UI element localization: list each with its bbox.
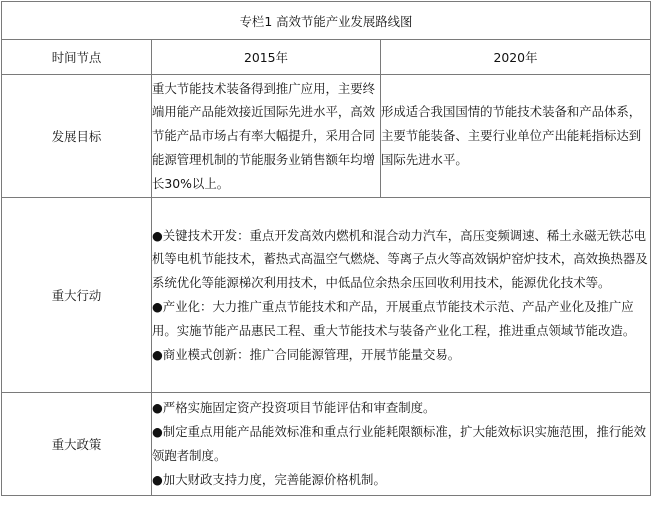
policy-item-fiscal: ●加大财政支持力度，完善能源价格机制。 bbox=[152, 471, 386, 487]
row-label-policies: 重大政策 bbox=[2, 393, 152, 496]
row-label-actions: 重大行动 bbox=[2, 198, 152, 393]
table-title: 专栏1 高效节能产业发展路线图 bbox=[2, 2, 651, 40]
policy-item-assessment: ●严格实施固定资产投资项目节能评估和审查制度。 bbox=[152, 400, 436, 416]
roadmap-table bbox=[1, 1, 651, 496]
goals-2020-text: 形成适合我国国情的节能技术装备和产品体系，主要节能装备、主要行业单位产出能耗指标达到国际先进水平。 bbox=[381, 75, 651, 198]
actions-item-tech-dev: ●关键技术开发：重点开发高效内燃机和混合动力汽车，高压变频调速、稀土永磁无铁芯电机等电机节能技术，蓄热式高温空气燃烧、等离子点火等高效锅炉窑炉技术，高效换热器及系统优化等能源梯次利用技术，中低品位余热余压回收利用技术，能源优化技术等。 bbox=[152, 227, 648, 291]
row-major-policies bbox=[2, 393, 651, 496]
policy-item-standards: ●制定重点用能产品能效标准和重点行业能耗限额标准，扩大能效标识实施范围，推行能效领跑者制度。 bbox=[152, 424, 647, 463]
header-time-node: 时间节点 bbox=[2, 40, 152, 75]
header-2015: 2015年 bbox=[152, 40, 381, 75]
row-development-goals bbox=[2, 75, 651, 198]
row-label-goals: 发展目标 bbox=[2, 75, 152, 198]
actions-content bbox=[152, 198, 651, 393]
row-major-actions bbox=[2, 198, 651, 393]
policies-content bbox=[152, 393, 651, 496]
goals-2015-text: 重大节能技术装备得到推广应用，主要终端用能产品能效接近国际先进水平，高效节能产品市场占有率大幅提升，采用合同能源管理机制的节能服务业销售额年均增长30%以上。 bbox=[152, 75, 381, 198]
actions-item-industrialization: ●产业化：大力推广重点节能技术和产品，开展重点节能技术示范、产品产业化及推广应用。实施节能产品惠民工程、重大节能技术与装备产业化工程，推进重点领域节能改造。 bbox=[152, 299, 636, 338]
header-2020: 2020年 bbox=[381, 40, 651, 75]
actions-item-business-model: ●商业模式创新：推广合同能源管理，开展节能量交易。 bbox=[152, 346, 461, 362]
